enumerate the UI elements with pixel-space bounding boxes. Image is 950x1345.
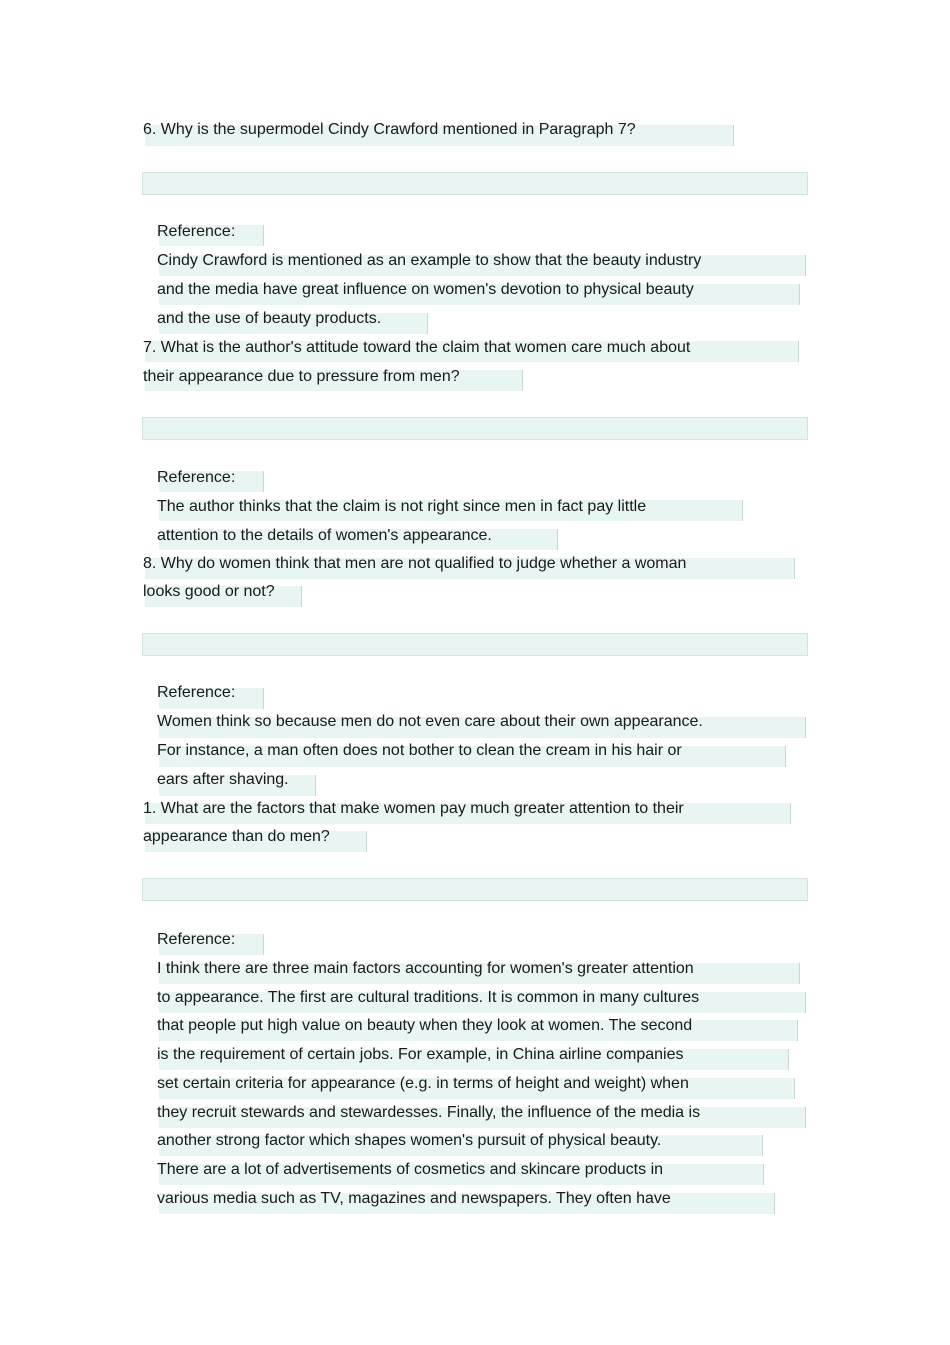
answer-input[interactable] (142, 172, 808, 195)
reference-text: The author thinks that the claim is not right since men in fact pay little (157, 498, 647, 515)
reference-text: Cindy Crawford is mentioned as an example to show that the beauty industry (157, 252, 702, 269)
question-text: 1. What are the factors that make women pay much greater attention to their (143, 800, 684, 817)
question-text: 7. What is the author's attitude toward the claim that women care much about (143, 339, 691, 356)
reference-text: Women think so because men do not even care about their own appearance. (157, 713, 703, 730)
reference-text: another strong factor which shapes women's pursuit of physical beauty. (157, 1132, 662, 1149)
reference-text: There are a lot of advertisements of cosmetics and skincare products in (157, 1161, 664, 1178)
reference-text: attention to the details of women's appearance. (157, 527, 492, 544)
reference-text: ears after shaving. (157, 771, 289, 788)
reference-label: Reference: (157, 469, 236, 486)
reference-label: Reference: (157, 931, 236, 948)
question-text: appearance than do men? (143, 828, 330, 845)
reference-text: is the requirement of certain jobs. For example, in China airline companies (157, 1046, 684, 1063)
reference-text: For instance, a man often does not bother to clean the cream in his hair or (157, 742, 682, 759)
answer-input[interactable] (142, 633, 808, 656)
reference-text: and the use of beauty products. (157, 310, 382, 327)
reference-label: Reference: (157, 223, 236, 240)
question-text: looks good or not? (143, 583, 275, 600)
answer-input[interactable] (142, 417, 808, 440)
question-text: their appearance due to pressure from men? (143, 368, 460, 385)
reference-text: set certain criteria for appearance (e.g. in terms of height and weight) when (157, 1075, 689, 1092)
reference-text: to appearance. The first are cultural traditions. It is common in many cultures (157, 989, 700, 1006)
reference-text: and the media have great influence on women's devotion to physical beauty (157, 281, 694, 298)
answer-input[interactable] (142, 878, 808, 901)
reference-text: I think there are three main factors accounting for women's greater attention (157, 960, 694, 977)
reference-label: Reference: (157, 684, 236, 701)
reference-text: that people put high value on beauty when they look at women. The second (157, 1017, 693, 1034)
reference-text: various media such as TV, magazines and newspapers. They often have (157, 1190, 671, 1207)
reference-text: they recruit stewards and stewardesses. Finally, the influence of the media is (157, 1104, 701, 1121)
question-text: 6. Why is the supermodel Cindy Crawford mentioned in Paragraph 7? (143, 121, 636, 138)
question-text: 8. Why do women think that men are not qualified to judge whether a woman (143, 555, 687, 572)
